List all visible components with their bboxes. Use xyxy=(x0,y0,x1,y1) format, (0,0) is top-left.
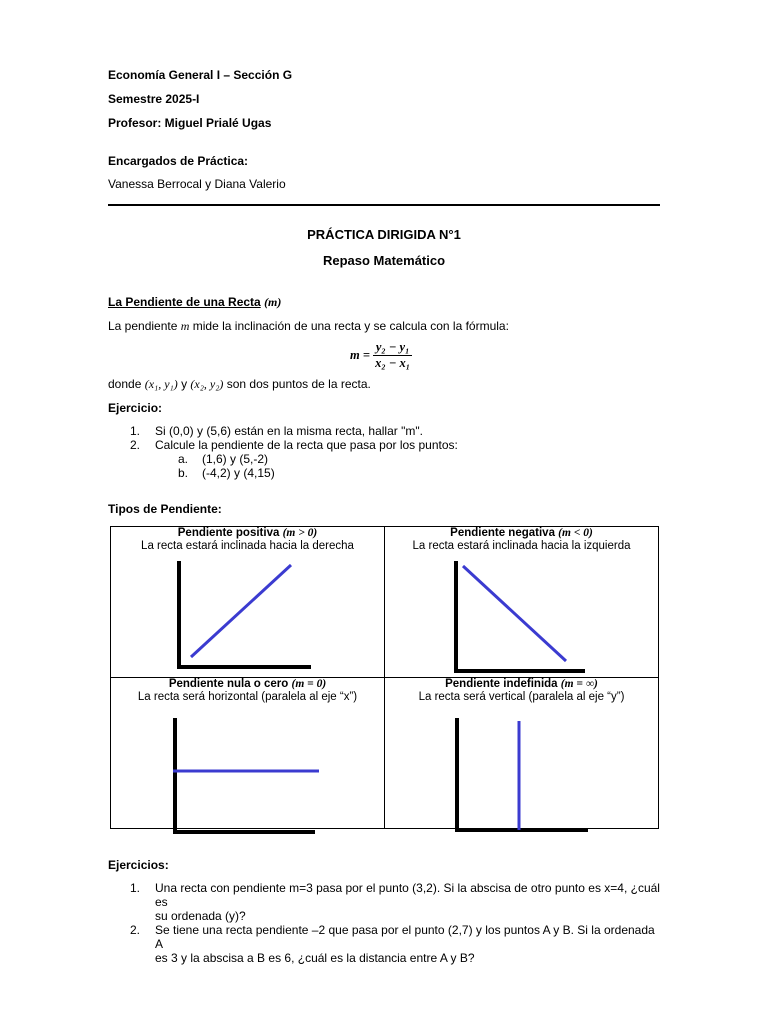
cell-condition: (m = ∞) xyxy=(560,678,598,690)
cell-condition: (m > 0) xyxy=(282,527,318,539)
cell-title: Pendiente positiva xyxy=(177,527,280,539)
cell-description: La recta será horizontal (paralela al eje “x”) xyxy=(137,691,358,703)
types-heading: Tipos de Pendiente: xyxy=(108,502,222,516)
exercises-list xyxy=(108,881,663,965)
cell-undefined-slope xyxy=(385,678,659,829)
cell-title: Pendiente indefinida xyxy=(445,678,558,690)
item-number: 2. xyxy=(130,923,141,937)
assistants-label: Encargados de Práctica: xyxy=(108,154,249,168)
list-item xyxy=(108,438,660,452)
formula-numerator: y₂ − y₁ xyxy=(373,340,412,356)
professor-line: Profesor: Miguel Prialé Ugas xyxy=(108,116,272,130)
subitem-text: (-4,2) y (4,15) xyxy=(202,466,275,480)
where-pre: donde xyxy=(108,377,142,391)
where-mid: y xyxy=(181,377,188,391)
formula-lhs: m = xyxy=(350,348,370,362)
undefined-slope-graph xyxy=(385,678,659,838)
cell-description: La recta estará inclinada hacia la izquierda xyxy=(412,540,631,552)
item-number: 1. xyxy=(130,881,141,895)
intro-var: m xyxy=(180,319,190,333)
formula-where xyxy=(108,377,371,392)
item-text: Si (0,0) y (5,6) están en la misma recta, hallar "m". xyxy=(155,424,423,438)
slope-heading xyxy=(108,295,281,310)
cell-positive-slope xyxy=(111,527,385,678)
item-number: 2. xyxy=(130,438,141,452)
slope-intro xyxy=(108,319,509,334)
page-subtitle: Repaso Matemático xyxy=(322,253,446,268)
item-line: es 3 y la abscisa a B es 6, ¿cuál es la distancia entre A y B? xyxy=(155,951,475,965)
cell-negative-slope xyxy=(385,527,659,678)
semester-line: Semestre 2025-I xyxy=(108,92,200,106)
list-item xyxy=(108,923,663,965)
cell-zero-slope xyxy=(111,678,385,829)
item-line: Una recta con pendiente m=3 pasa por el punto (3,2). Si la abscisa de otro punto es x=4, ¿cuál es xyxy=(155,881,660,909)
intro-pre: La pendiente xyxy=(108,319,178,333)
point2: (x₂, y₂) xyxy=(190,377,224,391)
cell-title: Pendiente nula o cero xyxy=(168,678,289,690)
cell-condition: (m < 0) xyxy=(558,527,593,539)
assistants-names: Vanessa Berrocal y Diana Valerio xyxy=(108,177,286,191)
subitem-letter: b. xyxy=(178,466,189,480)
list-item xyxy=(108,881,663,923)
where-post: son dos puntos de la recta. xyxy=(226,377,371,391)
item-line: su ordenada (y)? xyxy=(155,909,246,923)
exercise-label: Ejercicio: xyxy=(108,401,163,415)
list-subitem xyxy=(108,466,660,480)
positive-slope-graph xyxy=(111,527,385,677)
formula-fraction xyxy=(373,340,412,371)
slope-line xyxy=(463,566,566,661)
list-subitem xyxy=(108,452,660,466)
slope-heading-math: (m) xyxy=(264,295,282,309)
exercises-label: Ejercicios: xyxy=(108,858,169,872)
slope-line xyxy=(191,565,291,657)
negative-slope-graph xyxy=(385,527,659,677)
formula-denominator: x₂ − x₁ xyxy=(375,356,411,370)
cell-title: Pendiente negativa xyxy=(450,527,555,539)
header-divider xyxy=(108,204,660,206)
cell-description: La recta será vertical (paralela al eje “y”) xyxy=(418,691,625,703)
slope-types-table xyxy=(110,526,659,829)
cell-description: La recta estará inclinada hacia la derecha xyxy=(141,540,354,552)
zero-slope-graph xyxy=(111,678,385,838)
course-line: Economía General I – Sección G xyxy=(108,68,293,82)
intro-post: mide la inclinación de una recta y se calcula con la fórmula: xyxy=(192,319,509,333)
item-text: Calcule la pendiente de la recta que pasa por los puntos: xyxy=(155,438,458,452)
page-title: PRÁCTICA DIRIGIDA N°1 xyxy=(307,227,461,242)
point1: (x₁, y₁) xyxy=(144,377,178,391)
item-line: Se tiene una recta pendiente –2 que pasa por el punto (2,7) y los puntos A y B. Si la ordenada A xyxy=(155,923,655,951)
cell-condition: (m = 0) xyxy=(291,678,327,690)
subitem-letter: a. xyxy=(178,452,189,466)
exercise-list xyxy=(108,424,660,480)
subitem-text: (1,6) y (5,-2) xyxy=(202,452,269,466)
slope-heading-text: La Pendiente de una Recta xyxy=(108,295,261,309)
list-item xyxy=(108,424,660,438)
item-number: 1. xyxy=(130,424,141,438)
slope-formula xyxy=(350,340,412,371)
